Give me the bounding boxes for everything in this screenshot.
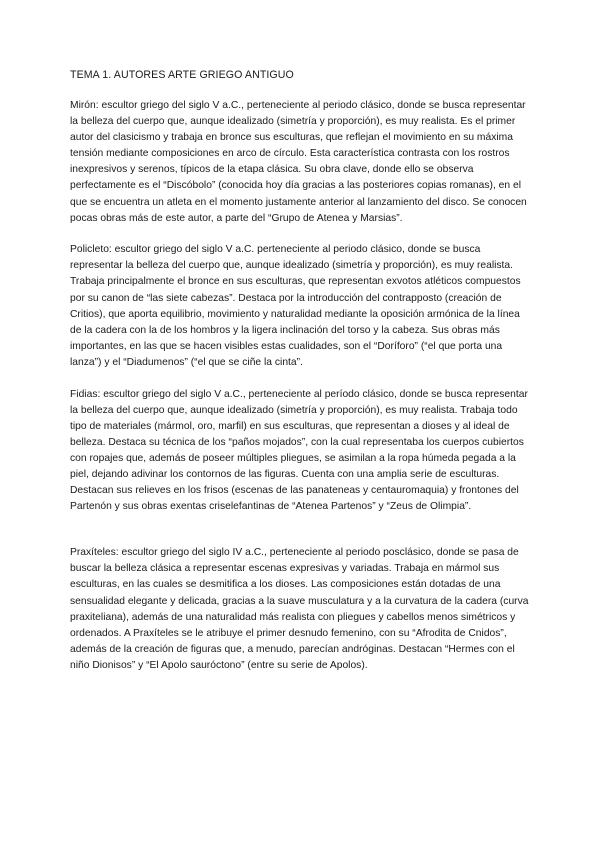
paragraph-praxiteles: Praxíteles: escultor griego del siglo IV a.C., perteneciente al periodo posclásico, donde se pasa de buscar la belleza clásica a representar escenas expresivas y variadas. Trabaja en mármol sus esculturas, en las cuales se desmitifica a los dioses. Las composiciones están dotadas de una sensualidad elegante y delicada, gracias a la suave musculatura y a la curvatura de la cadera (curva praxiteliana), además de una naturalidad más realista con pliegues y cabellos menos simétricos y ordenados. A Praxíteles se le atribuye el primer desnudo femenino, con su “Afrodita de Cnidos”, además de la creación de figuras que, a menudo, parecían andróginas. Destacan “Hermes con el niño Dionisos” y “El Apolo sauróctono” (entre su serie de Apolos). xyxy=(70,547,529,671)
paragraph-fidias: Fidias: escultor griego del siglo V a.C., perteneciente al período clásico, donde se busca representar la belleza del cuerpo que, aunque idealizado (simetría y proporción), es muy realista. Trabaja todo tipo de materiales (mármol, oro, marfil) en sus esculturas, que representan a dioses y al ideal de belleza. Destaca su técnica de los “paños mojados”, con la cual representaba los cuerpos cubiertos con ropajes que, además de poseer múltiples pliegues, se asimilan a la ropa húmeda pegada a la piel, dejando adivinar los contornos de las figuras. Cuenta con una amplia serie de esculturas. Destacan sus relieves en los frisos (escenas de las panateneas y centauromaquia) y frontones del Partenón y sus obras exentas criselefantinas de “Atenea Partenos” y “Zeus de Olimpia”. xyxy=(70,388,528,513)
document-title: TEMA 1. AUTORES ARTE GRIEGO ANTIGUO xyxy=(70,69,294,81)
paragraph-policleto: Policleto: escultor griego del siglo V a.C. perteneciente al periodo clásico, donde se busca representar la belleza del cuerpo que, aunque idealizado (simetría y proporción), es muy realista. Trabaja principalmente el bronce en sus esculturas, que representan exvotos atléticos compuestos por su canon de “las siete cabezas”. Destaca por la introducción del contrapposto (creación de Critios), que aporta equilibrio, movimiento y naturalidad mediante la oposición armónica de la línea de la cadera con la de los hombros y la ligera inclinación del torso y la cabeza. Sus obras más importantes, en las que se hacen visibles estas cualidades, son el “Doríforo” (“el que porta una lanza”) y el “Diadumenos” (“el que se ciñe la cinta”. xyxy=(70,244,521,368)
paragraph-miron: Mirón: escultor griego del siglo V a.C., perteneciente al periodo clásico, donde se busca representar la belleza del cuerpo que, aunque idealizado (simetría y proporción), es muy realista. Es el primer autor del clasicismo y trabaja en bronce sus esculturas, que reflejan el movimiento en su máxima tensión mediante composiciones en arco de círculo. Esta característica contrasta con los rostros inexpresivos y serenos, típicos de la etapa clásica. Su obra clave, donde ello se observa perfectamente es el “Discóbolo” (conocida hoy día gracias a las posteriores copias romanas), en el que se encuentra un atleta en el momento justamente anterior al lanzamiento del disco. Se conocen pocas obras más de este autor, a parte del “Grupo de Atenea y Marsias”. xyxy=(70,100,527,224)
document-page xyxy=(70,66,532,690)
